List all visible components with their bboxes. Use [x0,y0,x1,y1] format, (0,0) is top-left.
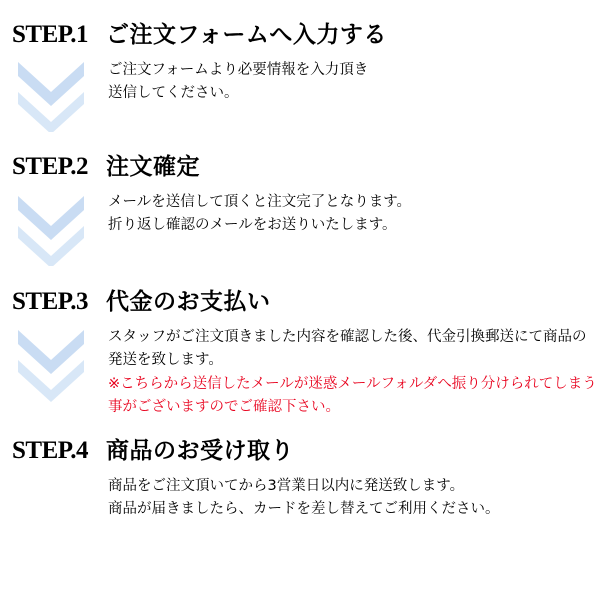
step-body-line: 折り返し確認のメールをお送りいたします。 [108,217,397,234]
step-block-4 [0,432,500,522]
step-body-line: スタッフがご注文頂きました内容を確認した後、代金引換郵送にて商品の [108,329,587,345]
step-body-3 [108,326,597,420]
step-body-line: 商品が届きましたら、カードを差し替えてご利用ください。 [108,501,500,518]
step-body-2 [108,191,411,238]
step-block-3 [0,283,597,420]
step-body-line: ご注文フォームより必要情報を入力頂き [108,62,369,78]
step-body-line: メールを送信して頂くと注文完了となります。 [108,194,412,210]
step-body-line: 送信してください。 [108,85,239,102]
step-body-note-line: ※こちらから送信したメールが迷惑メールフォルダへ振り分けられてしまう [108,375,597,392]
step-block-2 [0,148,411,238]
step-label-3: STEP.3 [12,288,88,315]
step-body-note-line: 事がございますのでご確認下さい。 [108,399,340,416]
step-label-1: STEP.1 [12,21,88,48]
step-body-4 [108,475,500,522]
step-label-4: STEP.4 [12,437,88,464]
step-title-3: 代金のお支払い [105,289,271,315]
step-heading-1 [0,16,387,49]
step-title-1: ご注文フォームへ入力する [105,22,387,48]
step-body-1 [108,59,387,106]
step-heading-4 [0,432,500,465]
step-title-4: 商品のお受け取り [105,438,294,464]
step-body-line: 発送を致します。 [108,352,223,369]
step-body-line: 商品をご注文頂いてから3営業日以内に発送致します。 [108,478,465,494]
step-heading-2 [0,148,411,181]
step-block-1 [0,16,387,106]
step-heading-3 [0,283,597,316]
step-title-2: 注文確定 [105,154,200,180]
step-label-2: STEP.2 [12,153,88,180]
